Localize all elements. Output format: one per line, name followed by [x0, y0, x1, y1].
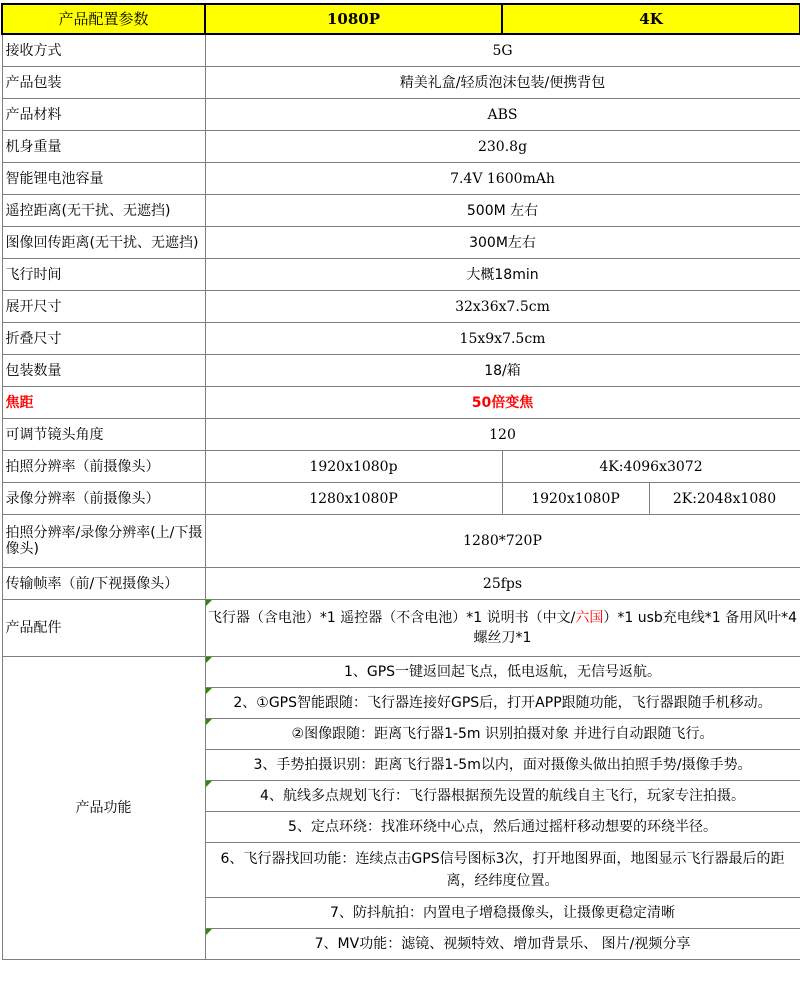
header-param-label: 产品配置参数 [2, 4, 205, 34]
functions-label: 产品功能 [2, 657, 205, 960]
function-item: 4、航线多点规划飞行：飞行器根据预先设置的航线自主飞行，玩家专注拍摄。 [205, 781, 800, 812]
table-row [2, 34, 800, 67]
row-label: 产品配件 [2, 600, 205, 657]
row-value-a: 1280x1080P [205, 483, 502, 515]
table-row [2, 67, 800, 99]
note-marker [206, 929, 212, 935]
table-row [2, 600, 800, 657]
row-value: 15x9x7.5cm [205, 323, 800, 355]
table-row [2, 195, 800, 227]
row-value: 25fps [205, 568, 800, 600]
function-item: 7、MV功能：滤镜、视频特效、增加背景乐、 图片/视频分享 [205, 929, 800, 960]
table-row [2, 323, 800, 355]
row-value: 120 [205, 419, 800, 451]
row-value: 5G [205, 34, 800, 67]
header-4k: 4K [502, 4, 800, 34]
row-label: 包装数量 [2, 355, 205, 387]
accessories-value [205, 600, 800, 657]
table-row [2, 99, 800, 131]
table-row [2, 259, 800, 291]
table-row [2, 483, 800, 515]
row-value: 230.8g [205, 131, 800, 163]
function-item: 6、飞行器找回功能：连续点击GPS信号图标3次，打开地图界面，地图显示飞行器最后的距离，经纬度位置。 [205, 843, 800, 898]
row-label: 遥控距离(无干扰、无遮挡) [2, 195, 205, 227]
row-value: ABS [205, 99, 800, 131]
accessories-text-red: 六国 [575, 610, 604, 626]
note-marker [206, 600, 212, 606]
table-row [2, 451, 800, 483]
function-item: 3、手势拍摄识别：距离飞行器1-5m以内，面对摄像头做出拍照手势/摄像手势。 [205, 750, 800, 781]
row-label: 飞行时间 [2, 259, 205, 291]
table-row [2, 131, 800, 163]
row-value: 500M 左右 [205, 195, 800, 227]
table-row [2, 227, 800, 259]
row-value: 18/箱 [205, 355, 800, 387]
row-value-1080p: 1920x1080p [205, 451, 502, 483]
row-value-b: 1920x1080P [502, 483, 649, 515]
row-value: 50倍变焦 [205, 387, 800, 419]
row-label: 拍照分辨率（前摄像头） [2, 451, 205, 483]
table-row [2, 163, 800, 195]
header-1080p: 1080P [205, 4, 502, 34]
row-label: 折叠尺寸 [2, 323, 205, 355]
note-marker [206, 781, 212, 787]
note-marker [206, 688, 212, 694]
row-label: 机身重量 [2, 131, 205, 163]
table-row [2, 568, 800, 600]
table-row [2, 387, 800, 419]
row-value: 1280*720P [205, 515, 800, 568]
function-item: 2、①GPS智能跟随：飞行器连接好GPS后，打开APP跟随功能，飞行器跟随手机移动。 [205, 688, 800, 719]
row-label: 拍照分辨率/录像分辨率(上/下摄像头) [2, 515, 205, 568]
table-row [2, 355, 800, 387]
row-value: 300M左右 [205, 227, 800, 259]
row-label: 智能锂电池容量 [2, 163, 205, 195]
function-item: ②图像跟随：距离飞行器1-5m 识别拍摄对象 并进行自动跟随飞行。 [205, 719, 800, 750]
row-value: 精美礼盒/轻质泡沫包装/便携背包 [205, 67, 800, 99]
row-label: 可调节镜头角度 [2, 419, 205, 451]
row-label: 产品包装 [2, 67, 205, 99]
function-item: 7、防抖航拍：内置电子增稳摄像头，让摄像更稳定清晰 [205, 898, 800, 929]
spec-table [1, 3, 800, 960]
function-item: 5、定点环绕：找准环绕中心点，然后通过摇杆移动想要的环绕半径。 [205, 812, 800, 843]
row-value-c: 2K:2048x1080 [649, 483, 800, 515]
table-row [2, 291, 800, 323]
note-marker [206, 719, 212, 725]
row-value: 7.4V 1600mAh [205, 163, 800, 195]
note-marker [206, 657, 212, 663]
table-row [2, 419, 800, 451]
row-label: 图像回传距离(无干扰、无遮挡) [2, 227, 205, 259]
table-row [2, 515, 800, 568]
accessories-text-2: ）*1 usb充电线*1 备用风叶*4 螺丝刀*1 [473, 610, 798, 646]
accessories-text-1: 飞行器（含电池）*1 遥控器（不含电池）*1 说明书（中文/ [207, 610, 576, 626]
header-row [2, 4, 800, 34]
row-value: 大概18min [205, 259, 800, 291]
row-label: 录像分辨率（前摄像头） [2, 483, 205, 515]
row-value: 32x36x7.5cm [205, 291, 800, 323]
row-label: 传输帧率（前/下视摄像头） [2, 568, 205, 600]
row-label: 产品材料 [2, 99, 205, 131]
function-item: 1、GPS一键返回起飞点，低电返航，无信号返航。 [205, 657, 800, 688]
row-label: 接收方式 [2, 34, 205, 67]
row-value-4k: 4K:4096x3072 [502, 451, 800, 483]
row-label: 展开尺寸 [2, 291, 205, 323]
function-row [2, 657, 800, 688]
row-label: 焦距 [2, 387, 205, 419]
